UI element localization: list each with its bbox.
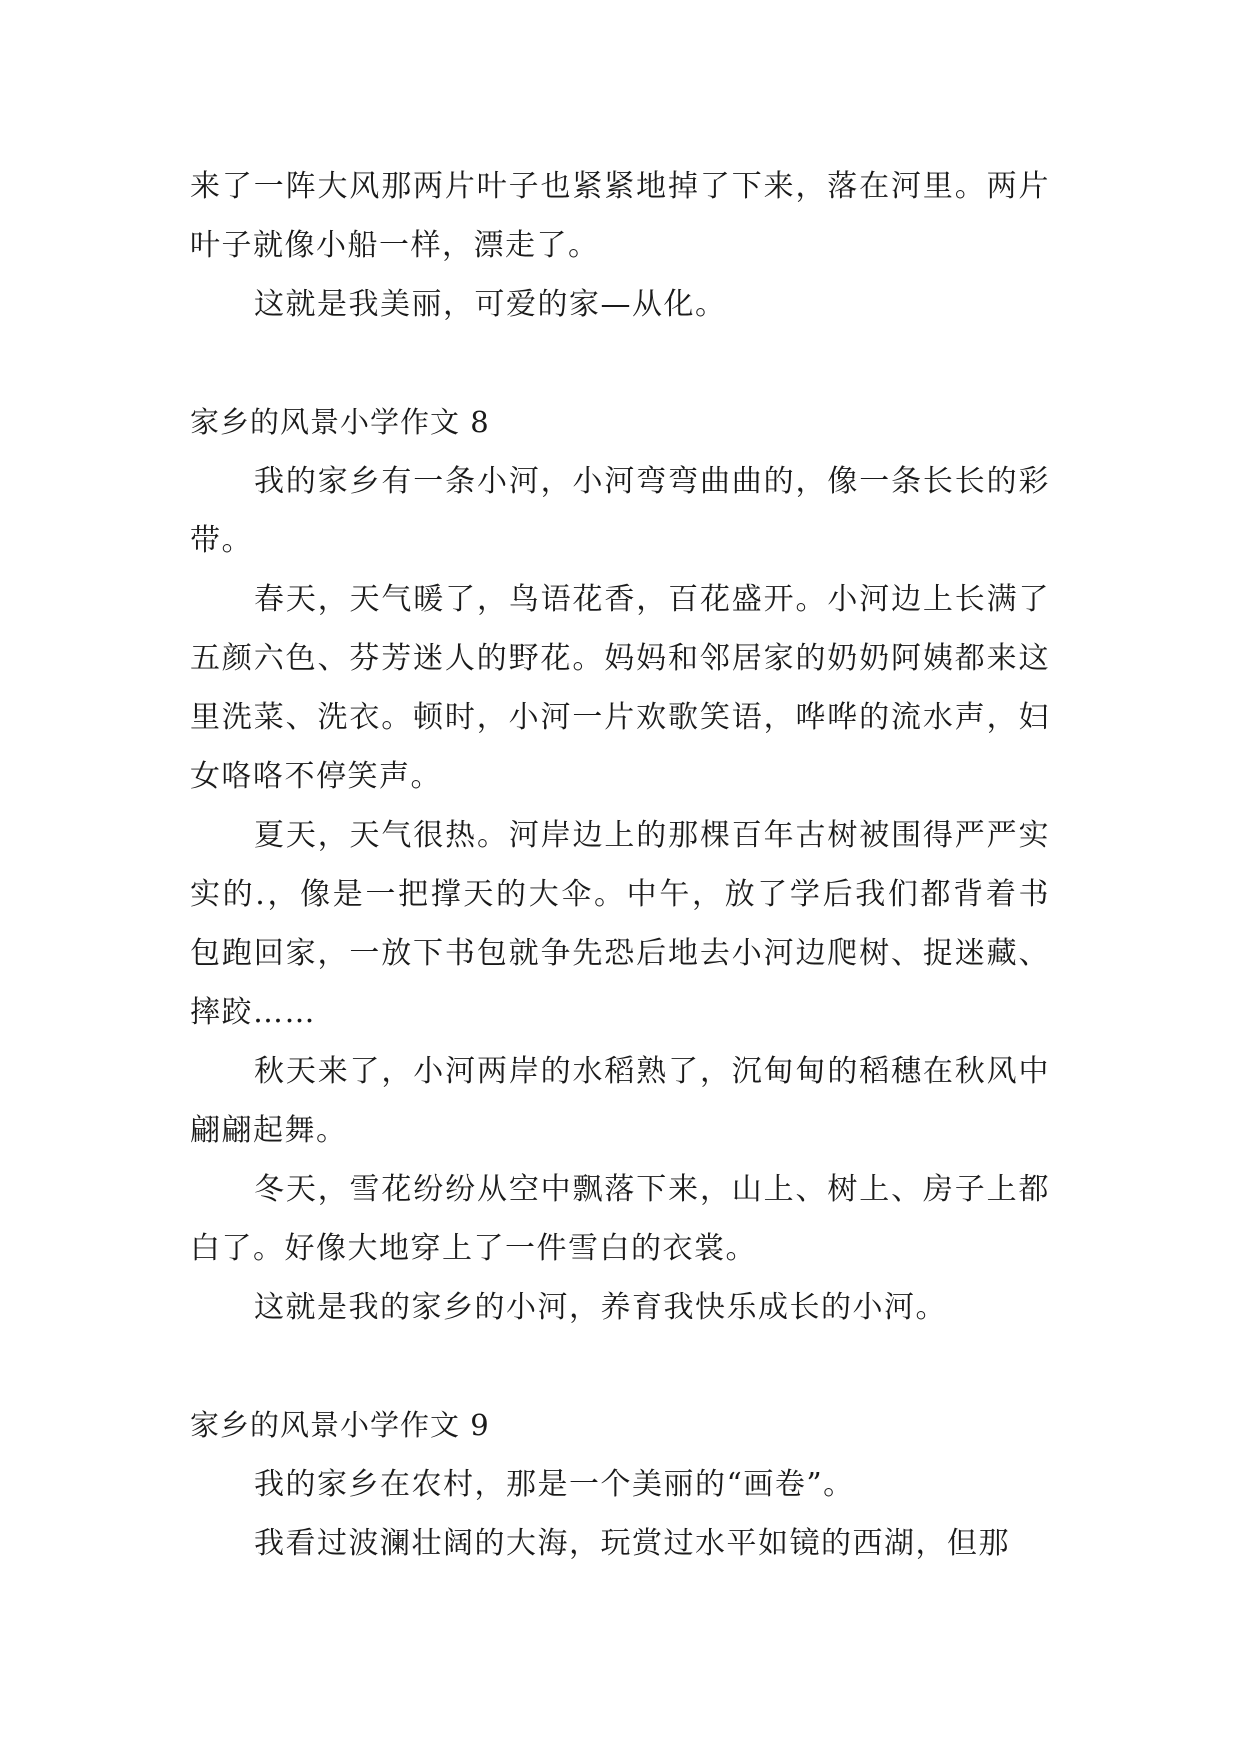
section-heading-9: 家乡的风景小学作文 9 — [190, 1408, 490, 1442]
paragraph: 这就是我美丽，可爱的家—从化。 — [254, 287, 727, 322]
paragraph: 我的家乡有一条小河，小河弯弯曲曲的，像一条长长的彩带。 — [190, 464, 1050, 558]
paragraph: 秋天来了，小河两岸的水稻熟了，沉甸甸的稻穗在秋风中翩翩起舞。 — [190, 1054, 1050, 1148]
paragraph: 我的家乡在农村，那是一个美丽的“画卷”。 — [254, 1467, 855, 1502]
document-body — [190, 157, 1050, 1573]
paragraph: 我看过波澜壮阔的大海，玩赏过水平如镜的西湖，但那 — [254, 1526, 1010, 1561]
paragraph: 这就是我的家乡的小河，养育我快乐成长的小河。 — [254, 1290, 947, 1325]
paragraph: 春天，天气暖了，鸟语花香，百花盛开。小河边上长满了五颜六色、芬芳迷人的野花。妈妈和邻居家的奶奶阿姨都来这里洗菜、洗衣。顿时，小河一片欢歌笑语，哗哗的流水声，妇女咯咯不停笑声。 — [190, 582, 1050, 794]
paragraph: 夏天，天气很热。河岸边上的那棵百年古树被围得严严实实的.，像是一把撑天的大伞。中午，放了学后我们都背着书包跑回家，一放下书包就争先恐后地去小河边爬树、捉迷藏、摔跤…… — [190, 818, 1050, 1030]
paragraph-continued: 来了一阵大风那两片叶子也紧紧地掉了下来，落在河里。两片叶子就像小船一样，漂走了。 — [190, 169, 1050, 263]
section-heading-8: 家乡的风景小学作文 8 — [190, 405, 490, 439]
paragraph: 冬天，雪花纷纷从空中飘落下来，山上、树上、房子上都白了。好像大地穿上了一件雪白的衣裳。 — [190, 1172, 1050, 1266]
